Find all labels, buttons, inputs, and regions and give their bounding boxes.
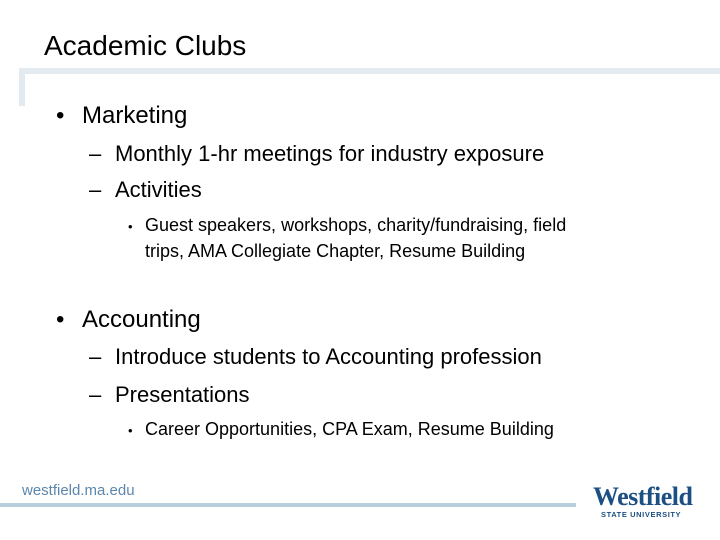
sub-item [89, 380, 250, 410]
footer-url-link[interactable]: westfield.ma.edu [22, 482, 135, 499]
detail-text: Guest speakers, workshops, charity/fundraising, field [145, 215, 567, 235]
dash-marker: – [89, 177, 102, 202]
bullet-marker: • [56, 306, 65, 333]
dash-marker: – [89, 382, 102, 407]
bullet-accounting [56, 305, 201, 335]
university-logo [593, 482, 693, 523]
logo-subtitle: STATE UNIVERSITY [601, 510, 682, 519]
sub-item [89, 342, 542, 372]
detail-text: Career Opportunities, CPA Exam, Resume Building [145, 419, 554, 439]
detail-line [128, 417, 554, 443]
detail-line [145, 239, 525, 263]
footer-divider [0, 503, 576, 507]
dash-marker: – [89, 141, 102, 166]
detail-line [128, 213, 566, 239]
sub-item-text: Activities [115, 177, 202, 202]
dash-marker: – [89, 344, 102, 369]
logo-wordmark: Westfield [593, 482, 693, 511]
title-divider [19, 68, 720, 74]
bullet-heading: Accounting [82, 306, 201, 333]
bullet-marketing [56, 101, 187, 131]
sub-item-text: Presentations [115, 382, 250, 407]
sub-item [89, 175, 202, 205]
slide-title: Academic Clubs [44, 30, 247, 61]
sub-item-text: Monthly 1-hr meetings for industry exposure [115, 141, 545, 166]
bullet-heading: Marketing [82, 102, 188, 129]
small-bullet-marker: • [128, 219, 133, 234]
bullet-marker: • [56, 102, 65, 129]
sub-item [89, 139, 544, 169]
small-bullet-marker: • [128, 423, 133, 438]
sub-item-text: Introduce students to Accounting profession [115, 344, 542, 369]
detail-text: trips, AMA Collegiate Chapter, Resume Building [145, 241, 526, 261]
title-divider-accent [19, 68, 25, 106]
